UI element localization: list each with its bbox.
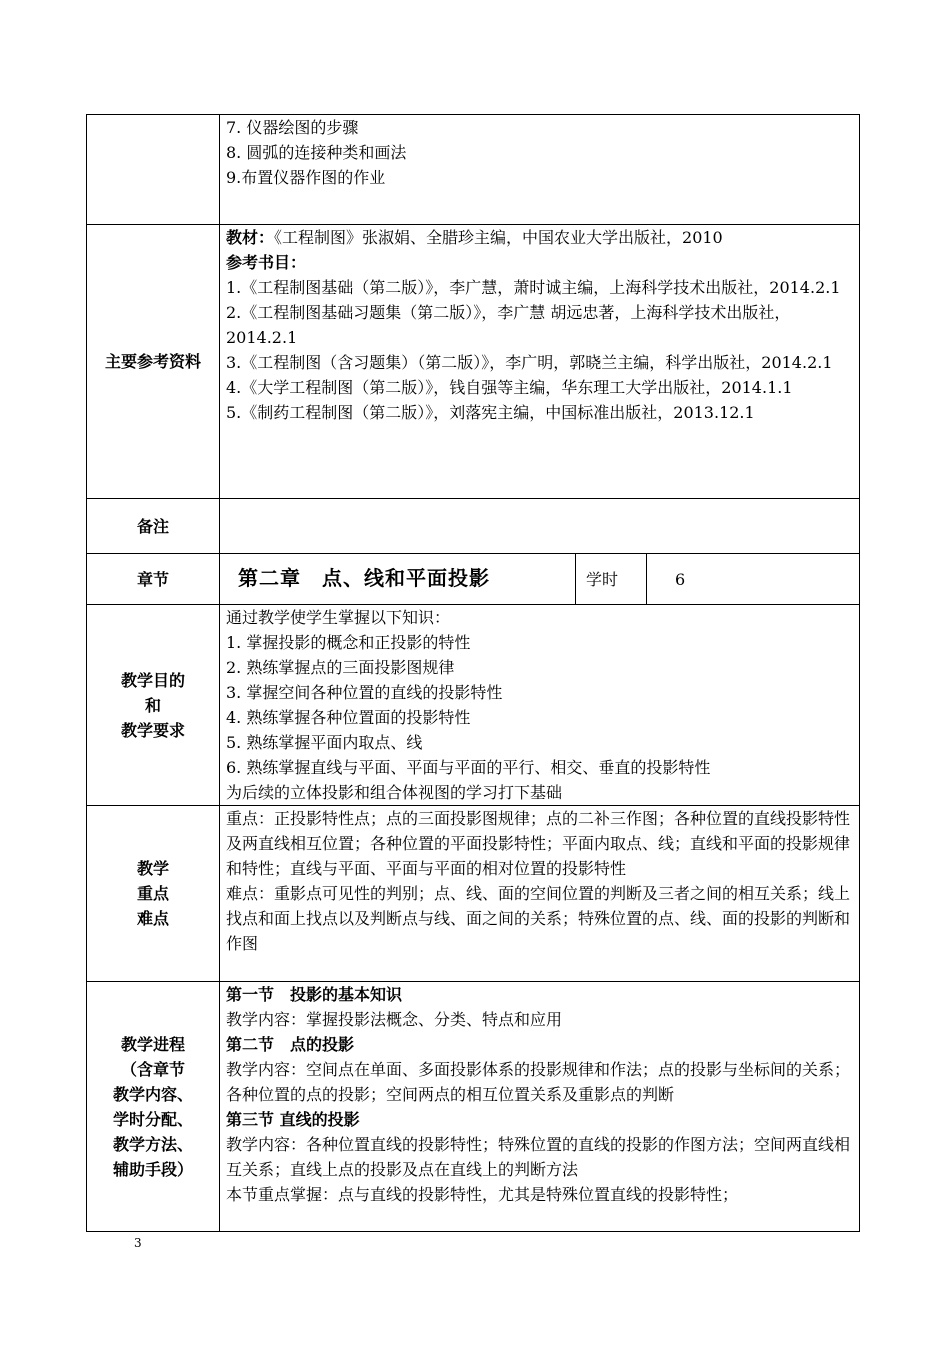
notes-label: 备注 [87, 499, 220, 554]
objectives-label-line: 教学目的 [120, 670, 185, 690]
progress-label [87, 982, 220, 1232]
section-content: 教学内容：各种位置直线的投影特性；特殊位置的直线的投影的作图方法；空间两直线相互关系；直线上点的投影及点在直线上的判断方法 [226, 1135, 851, 1179]
objectives-intro: 通过教学使学生掌握以下知识： [226, 608, 451, 627]
objective-item: 1. 掌握投影的概念和正投影的特性 [226, 633, 471, 652]
row-progress [87, 982, 860, 1232]
objectives-label [87, 605, 220, 806]
reference-book: 2.《工程制图基础习题集（第二版）》，李广慧 胡远忠著，上海科学技术出版社，2014.2.1 [226, 303, 791, 347]
section-content: 教学内容：空间点在单面、多面投影体系的投影规律和作法；点的投影与坐标间的关系；各种位置的点的投影；空间两点的相互位置关系及重影点的判断 [226, 1060, 851, 1104]
objective-item: 3. 掌握空间各种位置的直线的投影特性 [226, 683, 503, 702]
hours-value: 6 [647, 554, 860, 605]
progress-label-line: 学时分配、 [112, 1109, 193, 1129]
notes-value [220, 499, 860, 554]
key-points-label-line: 难点 [136, 909, 169, 928]
textbook-line [226, 225, 853, 250]
reference-book: 5.《制药工程制图（第二版）》，刘落宪主编，中国标准出版社，2013.12.1 [226, 403, 755, 422]
row-continued-list [87, 115, 860, 225]
textbook-label: 教材： [226, 228, 275, 247]
reference-book: 3.《工程制图（含习题集）（第二版）》，李广明，郭晓兰主编，科学出版社，2014.2.1 [226, 353, 833, 372]
chapter-label: 章节 [87, 554, 220, 605]
reference-book: 1.《工程制图基础（第二版）》，李广慧，萧时诚主编，上海科学技术出版社，2014.2.1 [226, 278, 841, 297]
difficult-points-text: 难点：重影点可见性的判别；点、线、面的空间位置的判断及三者之间的相互关系；线上找点和面上找点以及判断点与线、面之间的关系；特殊位置的点、线、面的投影的判断和作图 [226, 884, 851, 953]
objective-item: 5. 熟练掌握平面内取点、线 [226, 733, 423, 752]
section-content: 教学内容：掌握投影法概念、分类、特点和应用 [226, 1010, 563, 1029]
row-objectives [87, 605, 860, 806]
objectives-label-line: 教学要求 [120, 720, 185, 740]
progress-label-line: （含章节 [120, 1059, 185, 1079]
progress-label-line: 教学内容、 [112, 1084, 193, 1104]
section-title: 第一节 投影的基本知识 [226, 985, 403, 1004]
section-key: 本节重点掌握：点与直线的投影特性，尤其是特殊位置直线的投影特性； [226, 1185, 739, 1204]
objectives-cell [220, 605, 860, 806]
chapter-title: 第二章 点、线和平面投影 [238, 566, 490, 590]
reference-book: 4.《大学工程制图（第二版）》，钱自强等主编，华东理工大学出版社，2014.1.1 [226, 378, 793, 397]
list-item: 9.布置仪器作图的作业 [226, 168, 386, 187]
key-points-cell [220, 806, 860, 982]
key-points-text: 重点：正投影特性点；点的三面投影图规律；点的二补三作图；各种位置的直线投影特性及两直线相互位置；各种位置的平面投影特性；平面内取点、线；直线和平面的投影规律和特性；直线与平面、平面与平面的相对位置的投影特性 [226, 809, 851, 878]
objective-item: 6. 熟练掌握直线与平面、平面与平面的平行、相交、垂直的投影特性 [226, 758, 711, 777]
progress-label-line: 教学进程 [120, 1034, 185, 1054]
progress-label-line: 辅助手段） [112, 1159, 193, 1179]
section-title: 第二节 点的投影 [226, 1035, 355, 1054]
progress-label-line: 教学方法、 [112, 1134, 193, 1154]
key-points-label [87, 806, 220, 982]
page-number: 3 [134, 1236, 142, 1250]
list-item: 7. 仪器绘图的步骤 [226, 118, 359, 137]
list-item: 8. 圆弧的连接种类和画法 [226, 143, 407, 162]
hours-label: 学时 [576, 554, 647, 605]
references-cell [220, 225, 860, 499]
books-label: 参考书目： [226, 253, 307, 272]
syllabus-table [86, 114, 860, 1232]
section-title: 第三节 直线的投影 [226, 1110, 360, 1129]
progress-cell [220, 982, 860, 1232]
objective-item: 2. 熟练掌握点的三面投影图规律 [226, 658, 455, 677]
objectives-outro: 为后续的立体投影和组合体视图的学习打下基础 [226, 783, 563, 802]
objective-item: 4. 熟练掌握各种位置面的投影特性 [226, 708, 471, 727]
continued-list-cell [220, 115, 860, 225]
key-points-label-line: 重点 [136, 884, 169, 903]
row-key-points [87, 806, 860, 982]
row-chapter [87, 554, 860, 605]
row-references [87, 225, 860, 499]
row-continued-label [87, 115, 220, 225]
references-label: 主要参考资料 [87, 225, 220, 499]
chapter-title-cell [220, 554, 576, 605]
row-notes [87, 499, 860, 554]
key-points-label-line: 教学 [136, 859, 169, 878]
objectives-label-line: 和 [144, 695, 161, 715]
textbook-value: 《工程制图》张淑娟、全腊珍主编，中国农业大学出版社，2010 [274, 228, 723, 247]
